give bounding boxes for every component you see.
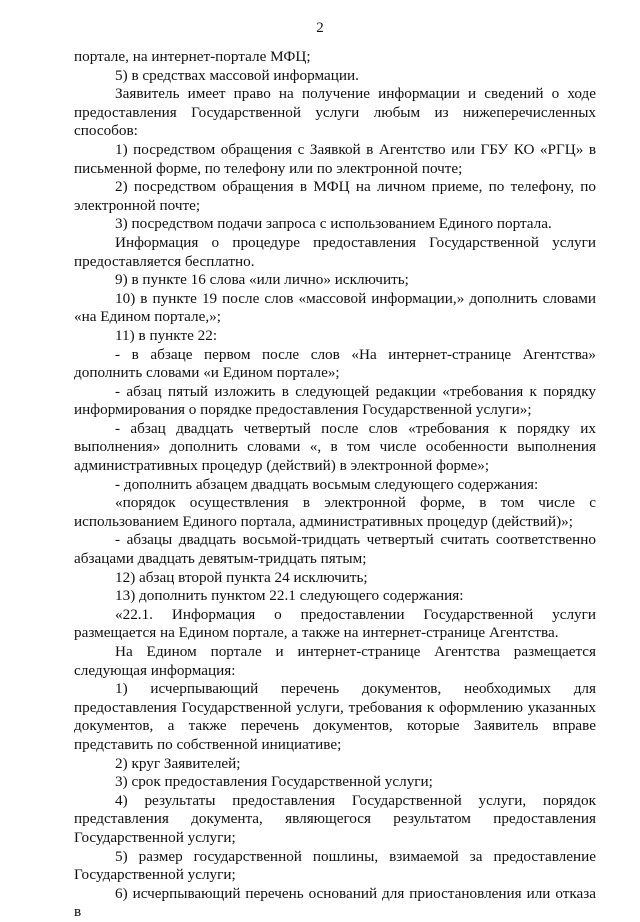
paragraph: - в абзаце первом после слов «На интернет-странице Агентства» дополнить словами «и Едином портале»; [74,345,596,382]
paragraph: 9) в пункте 16 слова «или лично» исключить; [115,271,409,289]
paragraph: - абзац двадцать четвертый после слов «требования к порядку их выполнения» дополнить словами «, в том числе особенности выполнения административных процедур (действий) в электронной форме»; [74,419,596,475]
paragraph: 11) в пункте 22: [115,326,218,344]
paragraph: - абзац пятый изложить в следующей редакции «требования к порядку информирования о порядке предоставления Государственной услуги»; [74,382,596,419]
paragraph: 3) срок предоставления Государственной услуги; [115,773,433,791]
paragraph: - дополнить абзацем двадцать восьмым следующего содержания: [115,475,539,493]
paragraph: 2) круг Заявителей; [115,754,241,772]
paragraph: 3) посредством подачи запроса с использованием Единого портала. [115,215,552,233]
document-body [74,48,596,922]
paragraph: 2) посредством обращения в МФЦ на личном приеме, по телефону, по электронной почте; [74,178,596,214]
paragraph: Информация о процедуре предоставления Государственной услуги предоставляется бесплатно. [74,233,596,270]
paragraph: 10) в пункте 19 после слов «массовой информации,» дополнить словами «на Едином портале,»; [74,289,596,326]
paragraph: 13) дополнить пунктом 22.1 следующего содержания: [115,587,464,605]
paragraph: портале, на интернет-портале МФЦ; [74,48,311,65]
paragraph: 6) исчерпывающий перечень оснований для приостановления или отказа в [74,884,596,921]
paragraph: «порядок осуществления в электронной форме, в том числе с использованием Единого портала, административных процедур (действий)»; [74,494,596,530]
paragraph: 4) результаты предоставления Государственной услуги, порядок представления документа, являющегося результатом предоставления Государственной услуги; [74,791,596,846]
paragraph: 1) посредством обращения с Заявкой в Агентство или ГБУ КО «РГЦ» в письменной форме, по телефону или по электронной почте; [74,140,596,177]
paragraph: Заявитель имеет право на получение информации и сведений о ходе предоставления Государственной услуги любым из нижеперечисленных способов: [74,85,596,140]
paragraph: 5) размер государственной пошлины, взимаемой за предоставление Государственной услуги; [74,847,596,884]
paragraph: «22.1. Информация о предоставлении Государственной услуги размещается на Едином портале, а также на интернет-странице Агентства. [74,605,596,642]
paragraph: 5) в средствах массовой информации. [115,66,359,84]
paragraph: 12) абзац второй пункта 24 исключить; [115,568,368,586]
paragraph: 1) исчерпывающий перечень документов, необходимых для предоставления Государственной услуги, требования к оформлению указанных документов, а также перечень документов, которые Заявитель вправе представить по собственной инициативе; [74,680,596,753]
paragraph: На Едином портале и интернет-странице Агентства размещается следующая информация: [74,643,596,679]
page-number: 2 [316,20,324,36]
paragraph: - абзацы двадцать восьмой-тридцать четвертый считать соответственно абзацами двадцать девятым-тридцать пятым; [74,531,596,568]
